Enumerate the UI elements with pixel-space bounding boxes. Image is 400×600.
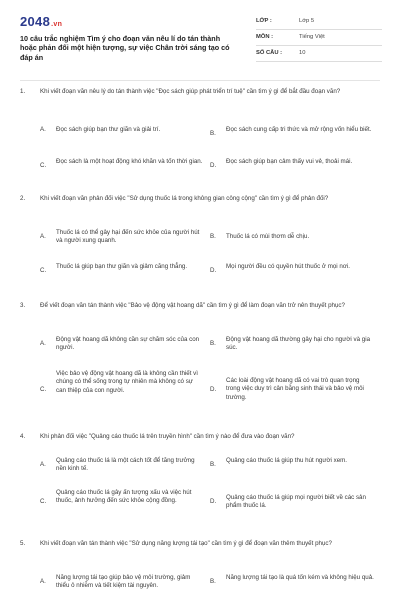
option-letter: A.	[40, 126, 46, 133]
option-letter: C.	[40, 498, 47, 505]
option-letter: B.	[210, 578, 216, 585]
site-logo[interactable]	[20, 14, 62, 29]
question-stem: Khi phản đối việc "Quảng cáo thuốc lá trên truyền hình" cần tìm ý nào để đưa vào đoạn văn?	[40, 433, 295, 440]
option-text: Thuốc lá có thể gây hại đến sức khỏe của người hút và người xung quanh.	[56, 229, 200, 245]
option-letter: D.	[210, 162, 217, 169]
question-3	[20, 302, 380, 422]
question-number: 4.	[20, 433, 26, 440]
question-1	[20, 88, 380, 182]
meta-row-subject	[256, 30, 382, 46]
option-letter: B.	[210, 130, 216, 137]
option-text: Thuốc lá có mùi thơm dễ chịu.	[226, 233, 310, 240]
meta-label: SỐ CÂU :	[256, 50, 283, 56]
option-letter: D.	[210, 498, 217, 505]
question-number: 2.	[20, 195, 26, 202]
meta-row-count	[256, 46, 382, 62]
question-number: 1.	[20, 88, 26, 95]
option-text: Năng lượng tái tạo là quá tốn kém và không hiệu quả.	[226, 574, 374, 581]
option-text: Quảng cáo thuốc lá gây ấn tượng xấu và việc hút thuốc, ảnh hưởng đến sức khỏe cộng đồng.	[56, 489, 192, 505]
option-letter: C.	[40, 386, 47, 393]
logo-number: 2048	[20, 14, 51, 29]
page-title: 10 câu trắc nghiệm Tìm ý cho đoạn văn nêu lí do tán thành hoặc phản đối một hiện tượng, sự việc Chân trời sáng tạo có đáp án	[20, 34, 230, 62]
option-text: Thuốc lá giúp bạn thư giãn và giảm căng thẳng.	[56, 263, 188, 270]
question-4	[20, 433, 380, 533]
option-text: Động vật hoang dã thường gây hại cho người và gia súc.	[226, 336, 371, 352]
question-stem: Khi viết đoạn văn phản đối việc "Sử dụng thuốc lá trong không gian công cộng" cần tìm ý gì để phản đối?	[40, 195, 329, 202]
option-letter: D.	[210, 267, 217, 274]
meta-row-class	[256, 14, 382, 30]
option-text: Đọc sách cung cấp tri thức và mở rộng vốn hiểu biết.	[226, 126, 372, 133]
option-letter: B.	[210, 340, 216, 347]
option-letter: B.	[210, 233, 216, 240]
option-text: Quảng cáo thuốc lá giúp thu hút người xem.	[226, 457, 348, 464]
option-letter: A.	[40, 233, 46, 240]
question-number: 3.	[20, 302, 26, 309]
option-text: Năng lượng tái tạo giúp bảo vệ môi trường, giảm thiểu ô nhiễm và tiết kiệm tài nguyên.	[56, 574, 191, 590]
meta-value: Tiếng Việt	[299, 34, 325, 40]
header-divider	[20, 80, 380, 81]
option-text: Động vật hoang dã không cần sự chăm sóc của con người.	[56, 336, 200, 352]
option-text: Mọi người đều có quyền hút thuốc ở mọi nơi.	[226, 263, 350, 270]
option-text: Quảng cáo thuốc lá giúp mọi người biết về các sản phẩm thuốc lá.	[226, 494, 366, 510]
option-text: Quảng cáo thuốc lá là một cách tốt để tăng trưởng nền kinh tế.	[56, 457, 195, 473]
option-letter: B.	[210, 461, 216, 468]
option-letter: C.	[40, 162, 47, 169]
option-letter: A.	[40, 461, 46, 468]
option-text: Các loài động vật hoang dã có vai trò quan trọng trong việc duy trì cân bằng sinh thái và bảo vệ môi trường.	[226, 377, 364, 401]
question-stem: Để viết đoạn văn tán thành việc "Bảo vệ động vật hoang dã" cần tìm ý gì để làm đoạn văn trở nên thuyết phục?	[40, 302, 345, 309]
option-text: Đọc sách giúp bạn cảm thấy vui vẻ, thoải mái.	[226, 158, 353, 165]
question-stem: Khi viết đoạn văn nêu lý do tán thành việc "Đọc sách giúp phát triển trí tuệ" cần tìm ý gì để bắt đầu đoạn văn?	[40, 88, 341, 95]
option-text: Đọc sách giúp bạn thư giãn và giải trí.	[56, 126, 161, 133]
question-number: 5.	[20, 540, 26, 547]
question-stem: Khi viết đoạn văn tán thành việc "Sử dụng năng lượng tái tạo" cần tìm ý gì để đoạn văn thêm thuyết phục?	[40, 540, 332, 547]
meta-label: MÔN :	[256, 34, 274, 40]
option-letter: C.	[40, 267, 47, 274]
meta-value: Lớp 5	[299, 18, 315, 24]
question-5	[20, 540, 380, 598]
option-letter: A.	[40, 578, 46, 585]
meta-value: 10	[299, 50, 306, 56]
header	[20, 14, 382, 74]
option-text: Đọc sách là một hoạt động khó khăn và tốn thời gian.	[56, 158, 203, 165]
option-letter: A.	[40, 340, 46, 347]
option-text: Việc bảo vệ động vật hoang dã là không cần thiết vì chúng có thể sống trong tự nhiên mà không có sự can thiệp của con người.	[56, 370, 198, 394]
logo-suffix: .vn	[51, 21, 63, 28]
meta-table	[256, 14, 382, 62]
option-letter: D.	[210, 386, 217, 393]
meta-label: LỚP :	[256, 18, 272, 24]
question-2	[20, 195, 380, 293]
